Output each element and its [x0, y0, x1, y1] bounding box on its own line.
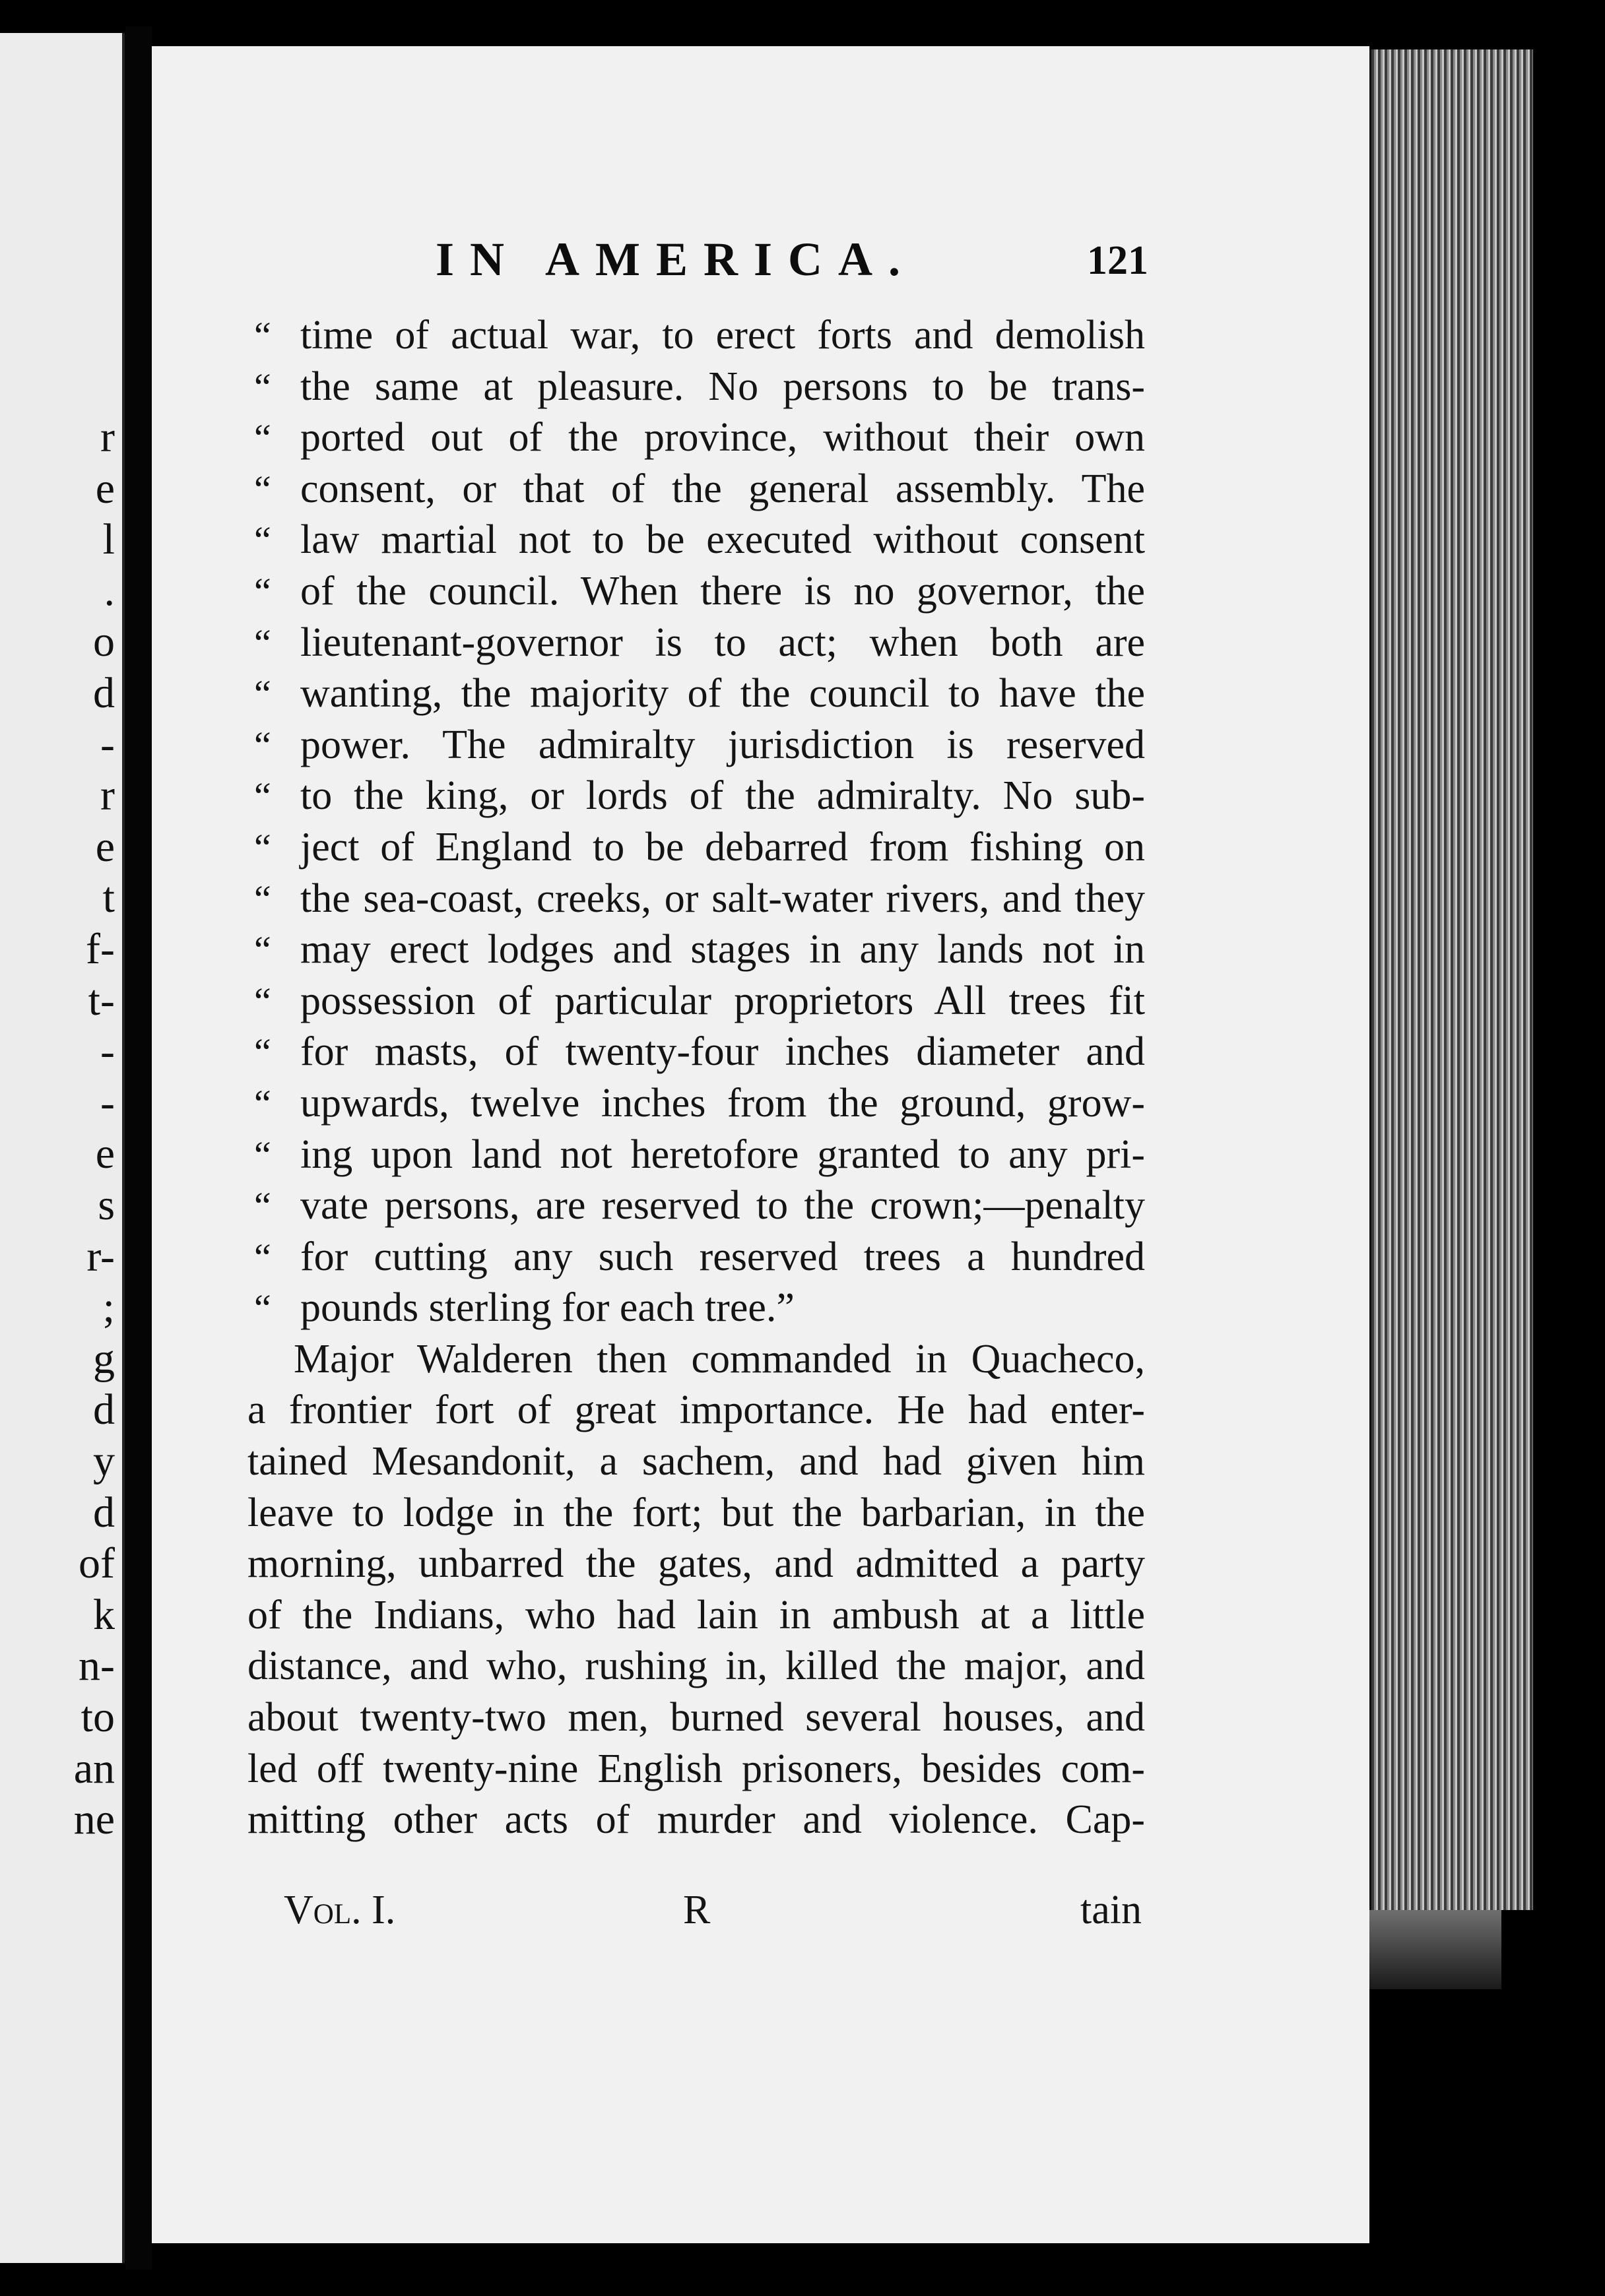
quoted-line-text: lieutenant-governor is to act; when both are: [300, 620, 1145, 665]
volume-signature: Vol. I.: [284, 1888, 396, 1932]
quoted-line: [247, 310, 1145, 362]
left-page-fragment-char: s: [98, 1181, 115, 1229]
quoted-line-text: ject of England to be debarred from fishing on: [300, 824, 1145, 870]
quote-mark: “: [254, 314, 271, 357]
quote-mark: “: [254, 467, 271, 511]
quoted-line-text: pounds sterling for each tree.”: [300, 1285, 795, 1331]
quoted-line-text: the sea-coast, creeks, or salt-water rivers, and they: [300, 876, 1145, 921]
left-page-fragment-char: d: [93, 1488, 115, 1537]
left-page-text-fragments: [0, 33, 122, 2263]
body-text: [247, 310, 1145, 1846]
quoted-line: [247, 515, 1145, 566]
quote-mark: “: [254, 1287, 271, 1330]
left-page-fragment-char: e: [95, 822, 115, 871]
quoted-line-text: ported out of the province, without their own: [300, 415, 1145, 461]
paragraph-line: Major Walderen then commanded in Quacheco,: [294, 1336, 1145, 1382]
catchword: tain: [1080, 1888, 1142, 1932]
page-edges: [1369, 49, 1533, 1910]
quoted-line-text: time of actual war, to erect forts and demolish: [300, 313, 1145, 358]
quoted-line: [247, 1078, 1145, 1130]
quote-mark: “: [254, 519, 271, 562]
quoted-line: [247, 720, 1145, 771]
left-page-fragment-char: of: [79, 1539, 115, 1588]
left-page-fragment-char: -: [100, 1078, 115, 1127]
quoted-line-text: for cutting any such reserved trees a hundred: [300, 1234, 1145, 1279]
paragraph-line: leave to lodge in the fort; but the barbarian, in the: [247, 1490, 1145, 1535]
quoted-line: [247, 924, 1145, 976]
paragraph-line: about twenty-two men, burned several houses, and: [247, 1695, 1145, 1740]
quoted-line: [247, 412, 1145, 464]
quoted-line-text: the same at pleasure. No persons to be trans-: [300, 364, 1145, 409]
running-head: IN AMERICA.: [436, 233, 917, 286]
paragraph-line: of the Indians, who had lain in ambush at a little: [247, 1592, 1145, 1638]
quote-mark: “: [254, 365, 271, 408]
left-page-fragment-char: e: [95, 464, 115, 513]
left-page-fragment-char: n-: [79, 1642, 115, 1690]
left-page-fragment-char: ;: [102, 1283, 115, 1332]
left-page-fragment-char: ne: [73, 1795, 115, 1844]
quoted-line-text: power. The admiralty jurisdiction is reserved: [300, 722, 1145, 767]
left-page-fragment-char: .: [104, 566, 115, 615]
paragraph-line: tained Mesandonit, a sachem, and had given him: [247, 1439, 1145, 1484]
quoted-line-text: of the council. When there is no governor, the: [300, 568, 1145, 614]
quote-mark: “: [254, 825, 271, 869]
left-page-fragment-char: -: [100, 1027, 115, 1076]
quoted-line-text: consent, or that of the general assembly. The: [300, 466, 1145, 511]
quote-mark: “: [254, 569, 271, 613]
left-page-fragment-char: an: [73, 1744, 115, 1793]
quoted-line: [247, 1232, 1145, 1283]
quoted-line: [247, 771, 1145, 822]
left-page-fragment-char: l: [102, 515, 115, 564]
quoted-line-text: ing upon land not heretofore granted to any pri-: [300, 1132, 1145, 1177]
left-page-fragment-char: to: [81, 1693, 115, 1741]
left-page-fragment-char: g: [93, 1334, 115, 1383]
quoted-line-text: wanting, the majority of the council to have the: [300, 671, 1145, 717]
left-page-fragment-char: t: [102, 874, 115, 922]
left-page-fragment-char: d: [93, 669, 115, 717]
left-page-fragment-char: o: [93, 618, 115, 666]
quote-mark: “: [254, 1235, 271, 1279]
quote-mark: “: [254, 1031, 271, 1074]
book-gutter: [125, 26, 152, 2270]
quoted-line: [247, 618, 1145, 669]
quoted-line-text: for masts, of twenty-four inches diameter and: [300, 1029, 1145, 1075]
quoted-line: [247, 822, 1145, 874]
quoted-line-text: vate persons, are reserved to the crown;—penalty: [300, 1183, 1145, 1228]
quoted-line-text: law martial not to be executed without consent: [300, 517, 1145, 563]
quote-mark: “: [254, 723, 271, 767]
left-page-fragment-char: y: [93, 1437, 115, 1485]
quote-mark: “: [254, 775, 271, 818]
quoted-line-text: may erect lodges and stages in any lands not in: [300, 927, 1145, 973]
quoted-line: [247, 362, 1145, 413]
left-page-fragment-char: -: [100, 720, 115, 769]
left-page-fragment-char: f-: [86, 925, 115, 973]
paragraph-line: mitting other acts of murder and violence. Cap-: [247, 1797, 1145, 1843]
left-page-fragment-char: r-: [86, 1232, 115, 1281]
left-page-fragment-char: e: [95, 1130, 115, 1178]
quoted-line: [247, 1130, 1145, 1181]
page-number: 121: [1087, 238, 1148, 283]
quoted-line: [247, 464, 1145, 515]
quoted-line-text: possession of particular proprietors All trees fit: [300, 978, 1145, 1023]
quote-mark: “: [254, 928, 271, 972]
page-header: [436, 232, 1148, 295]
quoted-line-text: upwards, twelve inches from the ground, grow-: [300, 1080, 1145, 1126]
quoted-line: [247, 1027, 1145, 1078]
signature-mark: R: [683, 1888, 711, 1932]
quote-mark: “: [254, 621, 271, 664]
quote-mark: “: [254, 979, 271, 1023]
paragraph-line: a frontier fort of great importance. He had enter-: [247, 1387, 1145, 1433]
quoted-line: [247, 874, 1145, 925]
page-edges-shadow: [1369, 1910, 1501, 1989]
page-footer: [284, 1887, 1142, 1940]
quoted-line: [247, 566, 1145, 618]
quoted-line-text: to the king, or lords of the admiralty. No sub-: [300, 773, 1145, 819]
left-page-fragment-char: r: [100, 771, 115, 820]
quote-mark: “: [254, 672, 271, 716]
quote-mark: “: [254, 1184, 271, 1228]
quoted-line: [247, 1180, 1145, 1232]
quote-mark: “: [254, 877, 271, 920]
paragraph-line: morning, unbarred the gates, and admitted a party: [247, 1541, 1145, 1587]
quoted-line: [247, 668, 1145, 720]
paragraph-line: led off twenty-nine English prisoners, besides com-: [247, 1746, 1145, 1791]
left-page-fragment-char: k: [93, 1590, 115, 1639]
left-page-fragment: [0, 33, 125, 2263]
quoted-line: [247, 1283, 1145, 1334]
quote-mark: “: [254, 1081, 271, 1125]
quoted-line: [247, 976, 1145, 1027]
paragraph-line: distance, and who, rushing in, killed the major, and: [247, 1643, 1145, 1689]
left-page-fragment-char: t-: [88, 976, 115, 1025]
left-page-fragment-char: r: [100, 413, 115, 461]
left-page-fragment-char: d: [93, 1386, 115, 1434]
quote-mark: “: [254, 1133, 271, 1176]
quote-mark: “: [254, 416, 271, 460]
